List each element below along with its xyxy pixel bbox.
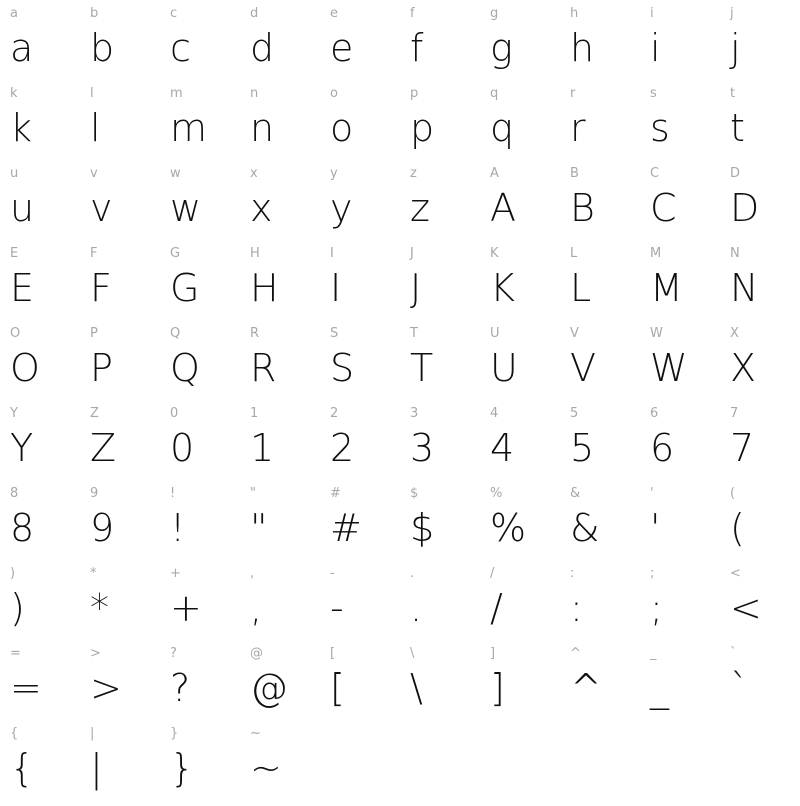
glyph-cell[interactable]	[400, 6, 480, 86]
glyph-label: B	[570, 166, 579, 181]
glyph-label: "	[250, 486, 256, 501]
glyph-cell[interactable]	[240, 86, 320, 166]
glyph-character: H	[250, 266, 279, 310]
glyph-cell[interactable]	[160, 726, 240, 806]
glyph-cell[interactable]	[320, 486, 400, 566]
glyph-character: -	[330, 586, 344, 630]
glyph-cell[interactable]	[640, 646, 720, 726]
glyph-character: W	[650, 346, 688, 390]
glyph-label: _	[650, 646, 657, 661]
glyph-label: n	[250, 86, 259, 101]
glyph-cell[interactable]	[640, 566, 720, 646]
glyph-cell[interactable]	[720, 566, 800, 646]
glyph-character: P	[90, 346, 113, 390]
glyph-character: e	[330, 26, 354, 70]
glyph-label: E	[10, 246, 19, 261]
glyph-cell[interactable]	[720, 166, 800, 246]
glyph-character: v	[90, 186, 113, 230]
glyph-character: N	[730, 266, 759, 310]
glyph-label: .	[410, 566, 415, 581]
glyph-character: 8	[10, 506, 35, 550]
glyph-character: 9	[90, 506, 115, 550]
glyph-label: @	[250, 646, 263, 661]
glyph-cell[interactable]	[0, 646, 80, 726]
glyph-cell[interactable]	[560, 646, 640, 726]
glyph-character: r	[570, 106, 586, 150]
glyph-label: O	[10, 326, 21, 341]
glyph-label: [	[330, 646, 336, 661]
glyph-cell[interactable]	[560, 166, 640, 246]
glyph-cell[interactable]	[240, 246, 320, 326]
glyph-label: |	[90, 726, 95, 741]
glyph-character: Z	[90, 426, 117, 470]
glyph-label: ;	[650, 566, 655, 581]
glyph-label: V	[570, 326, 579, 341]
glyph-label: -	[330, 566, 335, 581]
glyph-character: I	[330, 266, 342, 310]
glyph-cell[interactable]	[80, 406, 160, 486]
glyph-character: Q	[170, 346, 200, 390]
glyph-character: _	[650, 666, 669, 710]
glyph-cell[interactable]	[320, 326, 400, 406]
glyph-character: G	[170, 266, 200, 310]
glyph-cell[interactable]	[0, 406, 80, 486]
glyph-character: V	[570, 346, 596, 390]
glyph-character: c	[170, 26, 191, 70]
glyph-character: }	[170, 746, 195, 790]
glyph-cell[interactable]	[480, 246, 560, 326]
glyph-label: Y	[10, 406, 18, 421]
glyph-label: ^	[570, 646, 581, 661]
glyph-label: b	[90, 6, 99, 21]
glyph-cell[interactable]	[400, 406, 480, 486]
glyph-character: a	[10, 26, 34, 70]
glyph-character: E	[10, 266, 35, 310]
glyph-label: t	[730, 86, 736, 101]
glyph-label: )	[10, 566, 16, 581]
glyph-character: b	[90, 26, 115, 70]
glyph-label: F	[90, 246, 98, 261]
glyph-cell[interactable]	[400, 566, 480, 646]
glyph-character: 1	[250, 426, 275, 470]
glyph-character: S	[330, 346, 355, 390]
glyph-character: @	[250, 666, 288, 710]
glyph-label: {	[10, 726, 19, 741]
glyph-character: .	[410, 586, 423, 630]
glyph-character: C	[650, 186, 677, 230]
glyph-character: *	[90, 586, 109, 630]
glyph-cell[interactable]	[240, 406, 320, 486]
glyph-cell[interactable]	[240, 646, 320, 726]
glyph-cell[interactable]	[160, 566, 240, 646]
glyph-character: R	[250, 346, 277, 390]
glyph-character: |	[90, 746, 103, 790]
glyph-character: %	[490, 506, 527, 550]
glyph-cell[interactable]	[480, 566, 560, 646]
glyph-character: f	[410, 26, 424, 70]
glyph-cell[interactable]	[480, 646, 560, 726]
glyph-label: Q	[170, 326, 181, 341]
glyph-label: C	[650, 166, 660, 181]
glyph-cell[interactable]	[80, 566, 160, 646]
glyph-cell[interactable]	[0, 246, 80, 326]
glyph-cell[interactable]	[400, 246, 480, 326]
glyph-character: ,	[250, 586, 263, 630]
glyph-label: 8	[10, 486, 19, 501]
glyph-cell[interactable]	[160, 326, 240, 406]
glyph-label: c	[170, 6, 178, 21]
glyph-label: i	[650, 6, 654, 21]
glyph-character: d	[250, 26, 275, 70]
glyph-label: ,	[250, 566, 255, 581]
glyph-character: &	[570, 506, 600, 550]
glyph-label: !	[170, 486, 176, 501]
glyph-cell[interactable]	[80, 486, 160, 566]
glyph-cell[interactable]	[400, 166, 480, 246]
glyph-label: $	[410, 486, 419, 501]
glyph-cell[interactable]	[320, 406, 400, 486]
glyph-character: J	[410, 266, 422, 310]
glyph-cell[interactable]	[160, 246, 240, 326]
glyph-label: ]	[490, 646, 496, 661]
glyph-label: W	[650, 326, 663, 341]
glyph-label: A	[490, 166, 499, 181]
glyph-character: U	[490, 346, 518, 390]
glyph-character: ^	[570, 666, 602, 710]
glyph-label: `	[730, 646, 737, 661]
glyph-cell[interactable]	[240, 566, 320, 646]
glyph-cell[interactable]	[80, 726, 160, 806]
glyph-cell[interactable]	[320, 86, 400, 166]
glyph-character: q	[490, 106, 515, 150]
glyph-character: D	[730, 186, 760, 230]
glyph-label: f	[410, 6, 415, 21]
glyph-cell[interactable]	[720, 486, 800, 566]
glyph-label: (	[730, 486, 736, 501]
glyph-cell[interactable]	[160, 406, 240, 486]
glyph-cell[interactable]	[240, 486, 320, 566]
glyph-label: ?	[170, 646, 177, 661]
glyph-character: L	[570, 266, 592, 310]
glyph-cell[interactable]	[80, 646, 160, 726]
glyph-cell[interactable]	[640, 6, 720, 86]
glyph-cell[interactable]	[0, 166, 80, 246]
glyph-cell[interactable]	[400, 86, 480, 166]
glyph-character: ]	[490, 666, 505, 710]
glyph-cell[interactable]	[480, 486, 560, 566]
glyph-cell[interactable]	[400, 486, 480, 566]
glyph-character: 7	[730, 426, 755, 470]
glyph-character: k	[10, 106, 33, 150]
glyph-label: T	[410, 326, 418, 341]
glyph-character: z	[410, 186, 430, 230]
glyph-label: }	[170, 726, 179, 741]
glyph-character: l	[90, 106, 101, 150]
glyph-cell[interactable]	[240, 326, 320, 406]
glyph-label: R	[250, 326, 260, 341]
glyph-label: x	[250, 166, 258, 181]
glyph-label: M	[650, 246, 662, 261]
glyph-label: *	[90, 566, 97, 581]
glyph-character: !	[170, 506, 186, 550]
glyph-character: #	[330, 506, 362, 550]
glyph-cell[interactable]	[640, 326, 720, 406]
glyph-character: /	[490, 586, 503, 630]
glyph-character: '	[650, 506, 661, 550]
glyph-label: +	[170, 566, 181, 581]
glyph-label: >	[90, 646, 101, 661]
glyph-cell[interactable]	[560, 486, 640, 566]
glyph-character: n	[250, 106, 275, 150]
glyph-label: j	[730, 6, 734, 21]
glyph-character: p	[410, 106, 435, 150]
glyph-label: a	[10, 6, 18, 21]
glyph-character: y	[330, 186, 353, 230]
glyph-character: A	[490, 186, 516, 230]
glyph-cell[interactable]	[720, 246, 800, 326]
glyph-label: z	[410, 166, 417, 181]
glyph-cell[interactable]	[0, 486, 80, 566]
glyph-cell[interactable]	[240, 6, 320, 86]
glyph-label: 9	[90, 486, 99, 501]
glyph-character: :	[570, 586, 583, 630]
glyph-cell[interactable]	[400, 326, 480, 406]
glyph-cell[interactable]	[160, 166, 240, 246]
glyph-character: 3	[410, 426, 435, 470]
glyph-label: o	[330, 86, 338, 101]
glyph-character: g	[490, 26, 513, 70]
glyph-character: <	[730, 586, 762, 630]
glyph-label: S	[330, 326, 339, 341]
glyph-label: u	[10, 166, 19, 181]
glyph-cell[interactable]	[640, 246, 720, 326]
glyph-label: K	[490, 246, 499, 261]
glyph-cell[interactable]	[160, 86, 240, 166]
glyph-label: L	[570, 246, 578, 261]
glyph-character: `	[730, 666, 749, 710]
glyph-label: r	[570, 86, 576, 101]
glyph-character: M	[650, 266, 683, 310]
glyph-label: ~	[250, 726, 261, 741]
glyph-label: d	[250, 6, 259, 21]
glyph-cell[interactable]	[640, 486, 720, 566]
glyph-character: B	[570, 186, 595, 230]
glyph-character: =	[10, 666, 42, 710]
glyph-label: e	[330, 6, 338, 21]
glyph-cell[interactable]	[160, 6, 240, 86]
glyph-cell[interactable]	[480, 6, 560, 86]
glyph-character: t	[730, 106, 745, 150]
glyph-cell[interactable]	[640, 166, 720, 246]
glyph-label: g	[490, 6, 499, 21]
glyph-cell[interactable]	[480, 326, 560, 406]
glyph-label: 2	[330, 406, 339, 421]
glyph-cell[interactable]	[160, 486, 240, 566]
glyph-character: w	[170, 186, 202, 230]
glyph-label: P	[90, 326, 98, 341]
glyph-character: T	[410, 346, 434, 390]
glyph-character: (	[730, 506, 745, 550]
glyph-label: /	[490, 566, 495, 581]
glyph-label: 5	[570, 406, 579, 421]
glyph-character: 4	[490, 426, 515, 470]
glyph-cell[interactable]	[320, 246, 400, 326]
glyph-cell[interactable]	[0, 566, 80, 646]
glyph-label: I	[330, 246, 334, 261]
glyph-cell[interactable]	[720, 6, 800, 86]
glyph-cell[interactable]	[560, 86, 640, 166]
glyph-label: D	[730, 166, 741, 181]
glyph-character: x	[250, 186, 273, 230]
glyph-character: +	[170, 586, 202, 630]
glyph-label: m	[170, 86, 183, 101]
glyph-cell[interactable]	[80, 246, 160, 326]
glyph-cell[interactable]	[80, 86, 160, 166]
glyph-cell[interactable]	[480, 166, 560, 246]
glyph-label: w	[170, 166, 181, 181]
glyph-label: X	[730, 326, 739, 341]
glyph-cell[interactable]	[80, 166, 160, 246]
glyph-character: u	[10, 186, 35, 230]
glyph-character: {	[10, 746, 35, 790]
glyph-label: q	[490, 86, 499, 101]
glyph-character: ;	[650, 586, 663, 630]
glyph-character: O	[10, 346, 40, 390]
glyph-label: \	[410, 646, 415, 661]
glyph-label: =	[10, 646, 21, 661]
glyph-character: 5	[570, 426, 595, 470]
glyph-character: ~	[250, 746, 282, 790]
glyph-cell[interactable]	[0, 326, 80, 406]
glyph-character: X	[730, 346, 757, 390]
glyph-character: [	[330, 666, 345, 710]
glyph-character: i	[650, 26, 661, 70]
glyph-character: )	[10, 586, 25, 630]
glyph-label: k	[10, 86, 18, 101]
glyph-cell[interactable]	[240, 166, 320, 246]
glyph-character: m	[170, 106, 208, 150]
glyph-character: h	[570, 26, 595, 70]
glyph-label: &	[570, 486, 581, 501]
glyph-cell[interactable]	[400, 646, 480, 726]
glyph-character: 6	[650, 426, 675, 470]
glyph-cell[interactable]	[720, 646, 800, 726]
glyph-cell[interactable]	[720, 406, 800, 486]
glyph-label: %	[490, 486, 503, 501]
glyph-cell[interactable]	[480, 406, 560, 486]
glyph-label: y	[330, 166, 338, 181]
glyph-label: <	[730, 566, 741, 581]
glyph-cell[interactable]	[160, 646, 240, 726]
glyph-label: v	[90, 166, 98, 181]
glyph-label: '	[650, 486, 654, 501]
glyph-character: Y	[10, 426, 34, 470]
glyph-cell[interactable]	[320, 566, 400, 646]
glyph-character: o	[330, 106, 354, 150]
glyph-label: 0	[170, 406, 179, 421]
glyph-character: F	[90, 266, 112, 310]
glyph-character: ?	[170, 666, 191, 710]
glyph-character: K	[490, 266, 515, 310]
glyph-cell[interactable]	[480, 86, 560, 166]
glyph-character: s	[650, 106, 670, 150]
glyph-character: "	[250, 506, 268, 550]
glyph-cell[interactable]	[640, 406, 720, 486]
glyph-label: N	[730, 246, 740, 261]
glyph-label: h	[570, 6, 579, 21]
glyph-cell[interactable]	[80, 326, 160, 406]
glyph-cell[interactable]	[320, 6, 400, 86]
glyph-character: 2	[330, 426, 355, 470]
glyph-cell[interactable]	[560, 566, 640, 646]
glyph-cell[interactable]	[320, 646, 400, 726]
glyph-label: G	[170, 246, 181, 261]
glyph-label: J	[410, 246, 414, 261]
glyph-character: 0	[170, 426, 195, 470]
glyph-label: Z	[90, 406, 99, 421]
glyph-cell[interactable]	[560, 6, 640, 86]
glyph-character: \	[410, 666, 423, 710]
glyph-character: >	[90, 666, 122, 710]
glyph-cell[interactable]	[720, 86, 800, 166]
glyph-cell[interactable]	[0, 6, 80, 86]
glyph-label: H	[250, 246, 260, 261]
glyph-label: s	[650, 86, 657, 101]
glyph-cell[interactable]	[320, 166, 400, 246]
glyph-cell[interactable]	[0, 86, 80, 166]
glyph-cell[interactable]	[0, 726, 80, 806]
glyph-label: 7	[730, 406, 739, 421]
glyph-character: $	[410, 506, 435, 550]
glyph-cell[interactable]	[80, 6, 160, 86]
glyph-cell[interactable]	[240, 726, 320, 806]
glyph-cell[interactable]	[560, 406, 640, 486]
glyph-label: l	[90, 86, 94, 101]
glyph-label: 1	[250, 406, 259, 421]
glyph-cell[interactable]	[720, 326, 800, 406]
glyph-label: #	[330, 486, 341, 501]
glyph-cell[interactable]	[560, 246, 640, 326]
glyph-label: :	[570, 566, 575, 581]
glyph-label: 3	[410, 406, 419, 421]
glyph-label: 4	[490, 406, 499, 421]
glyph-label: 6	[650, 406, 659, 421]
glyph-label: p	[410, 86, 419, 101]
glyph-label: U	[490, 326, 500, 341]
glyph-cell[interactable]	[640, 86, 720, 166]
glyph-character: j	[730, 26, 741, 70]
glyph-cell[interactable]	[560, 326, 640, 406]
